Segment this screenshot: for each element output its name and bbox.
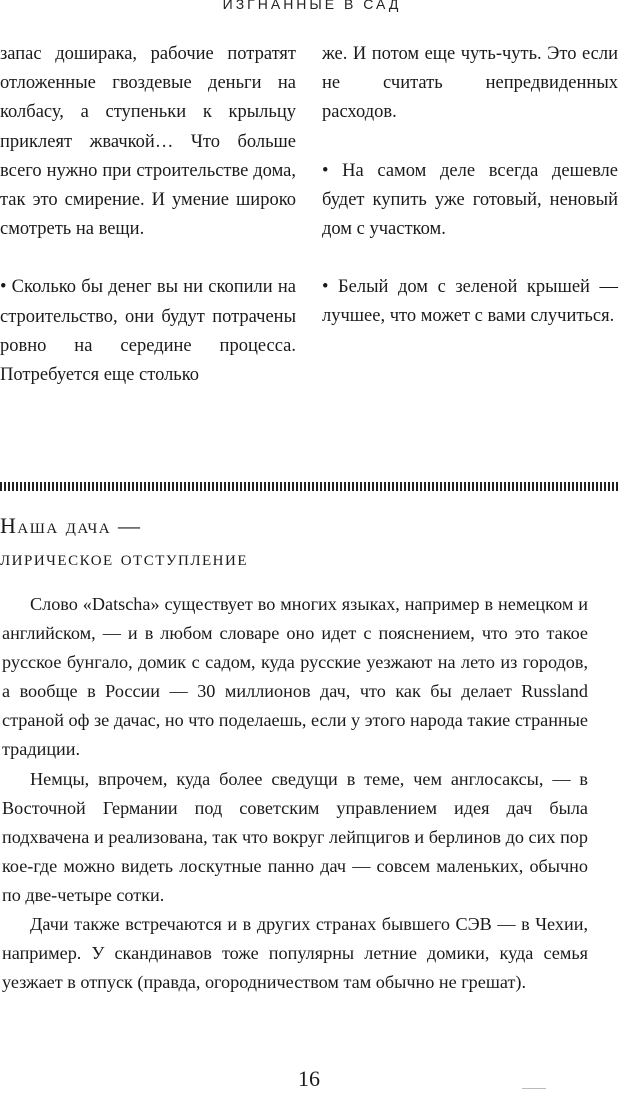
left-bullet-1: • Сколько бы денег вы ни скопили на строительство, они будут потрачены ровно на середине процесса. Потребуется еще столько (0, 277, 296, 386)
body-paragraph-2: Немцы, впрочем, куда более сведущи в теме, чем англосаксы, — в Восточной Германии под советским управлением идея дач была подхвачена и реализована, так что вокруг лейпцигов и берлинов до сих пор кое-где можно видеть лоскутные панно дач — совсем маленьких, обычно по две-четыре сотки. (2, 768, 588, 905)
left-paragraph-1: запас доширака, рабочие потратят отложенные гвоздевые деньги на колбасу, а ступеньки к крыльцу приклеят жвачкой… Что больше всего нужно при строительстве дома, так это смирение. И умение широко смотреть на вещи. (0, 44, 296, 240)
corner-mark (522, 1088, 546, 1089)
section-title-line-2: лирическое отступление (0, 545, 249, 570)
section-title (0, 510, 618, 574)
right-bullet-1: • На самом деле всегда дешевле будет купить уже готовый, неновый дом с участком. (322, 160, 618, 240)
right-bullet-2: • Белый дом с зеленой крышей — лучшее, что может с вами случиться. (322, 277, 618, 327)
right-paragraph-1: же. И потом еще чуть-чуть. Это если не считать непредвиденных расходов. (322, 44, 618, 123)
body-paragraph-1: Слово «Datscha» существует во многих языках, например в немецком и английском, — и в любом словаре оно идет с пояснением, что это такое русское бунгало, домик с садом, куда русские уезжают на лето из городов, а вообще в России — 30 миллионов дач, что как бы делает Russland страной оф зе дачас, но что поделаешь, если у этого народа такие странные традиции. (2, 594, 588, 760)
body-paragraph-3: Дачи также встречаются и в других странах бывшего СЭВ — в Чехии, например. У скандинавов тоже популярны летние домики, куда семья уезжает в отпуск (правда, огородничеством там обычно не грешат). (2, 914, 588, 993)
page-number: 16 (298, 1066, 320, 1091)
section-divider (0, 482, 618, 491)
running-head: ИЗГНАННЫЕ В САД (222, 0, 402, 12)
left-column (0, 40, 296, 390)
right-column (322, 40, 618, 332)
section-title-line-1: Наша дача — (0, 513, 142, 538)
section-body (2, 590, 588, 997)
